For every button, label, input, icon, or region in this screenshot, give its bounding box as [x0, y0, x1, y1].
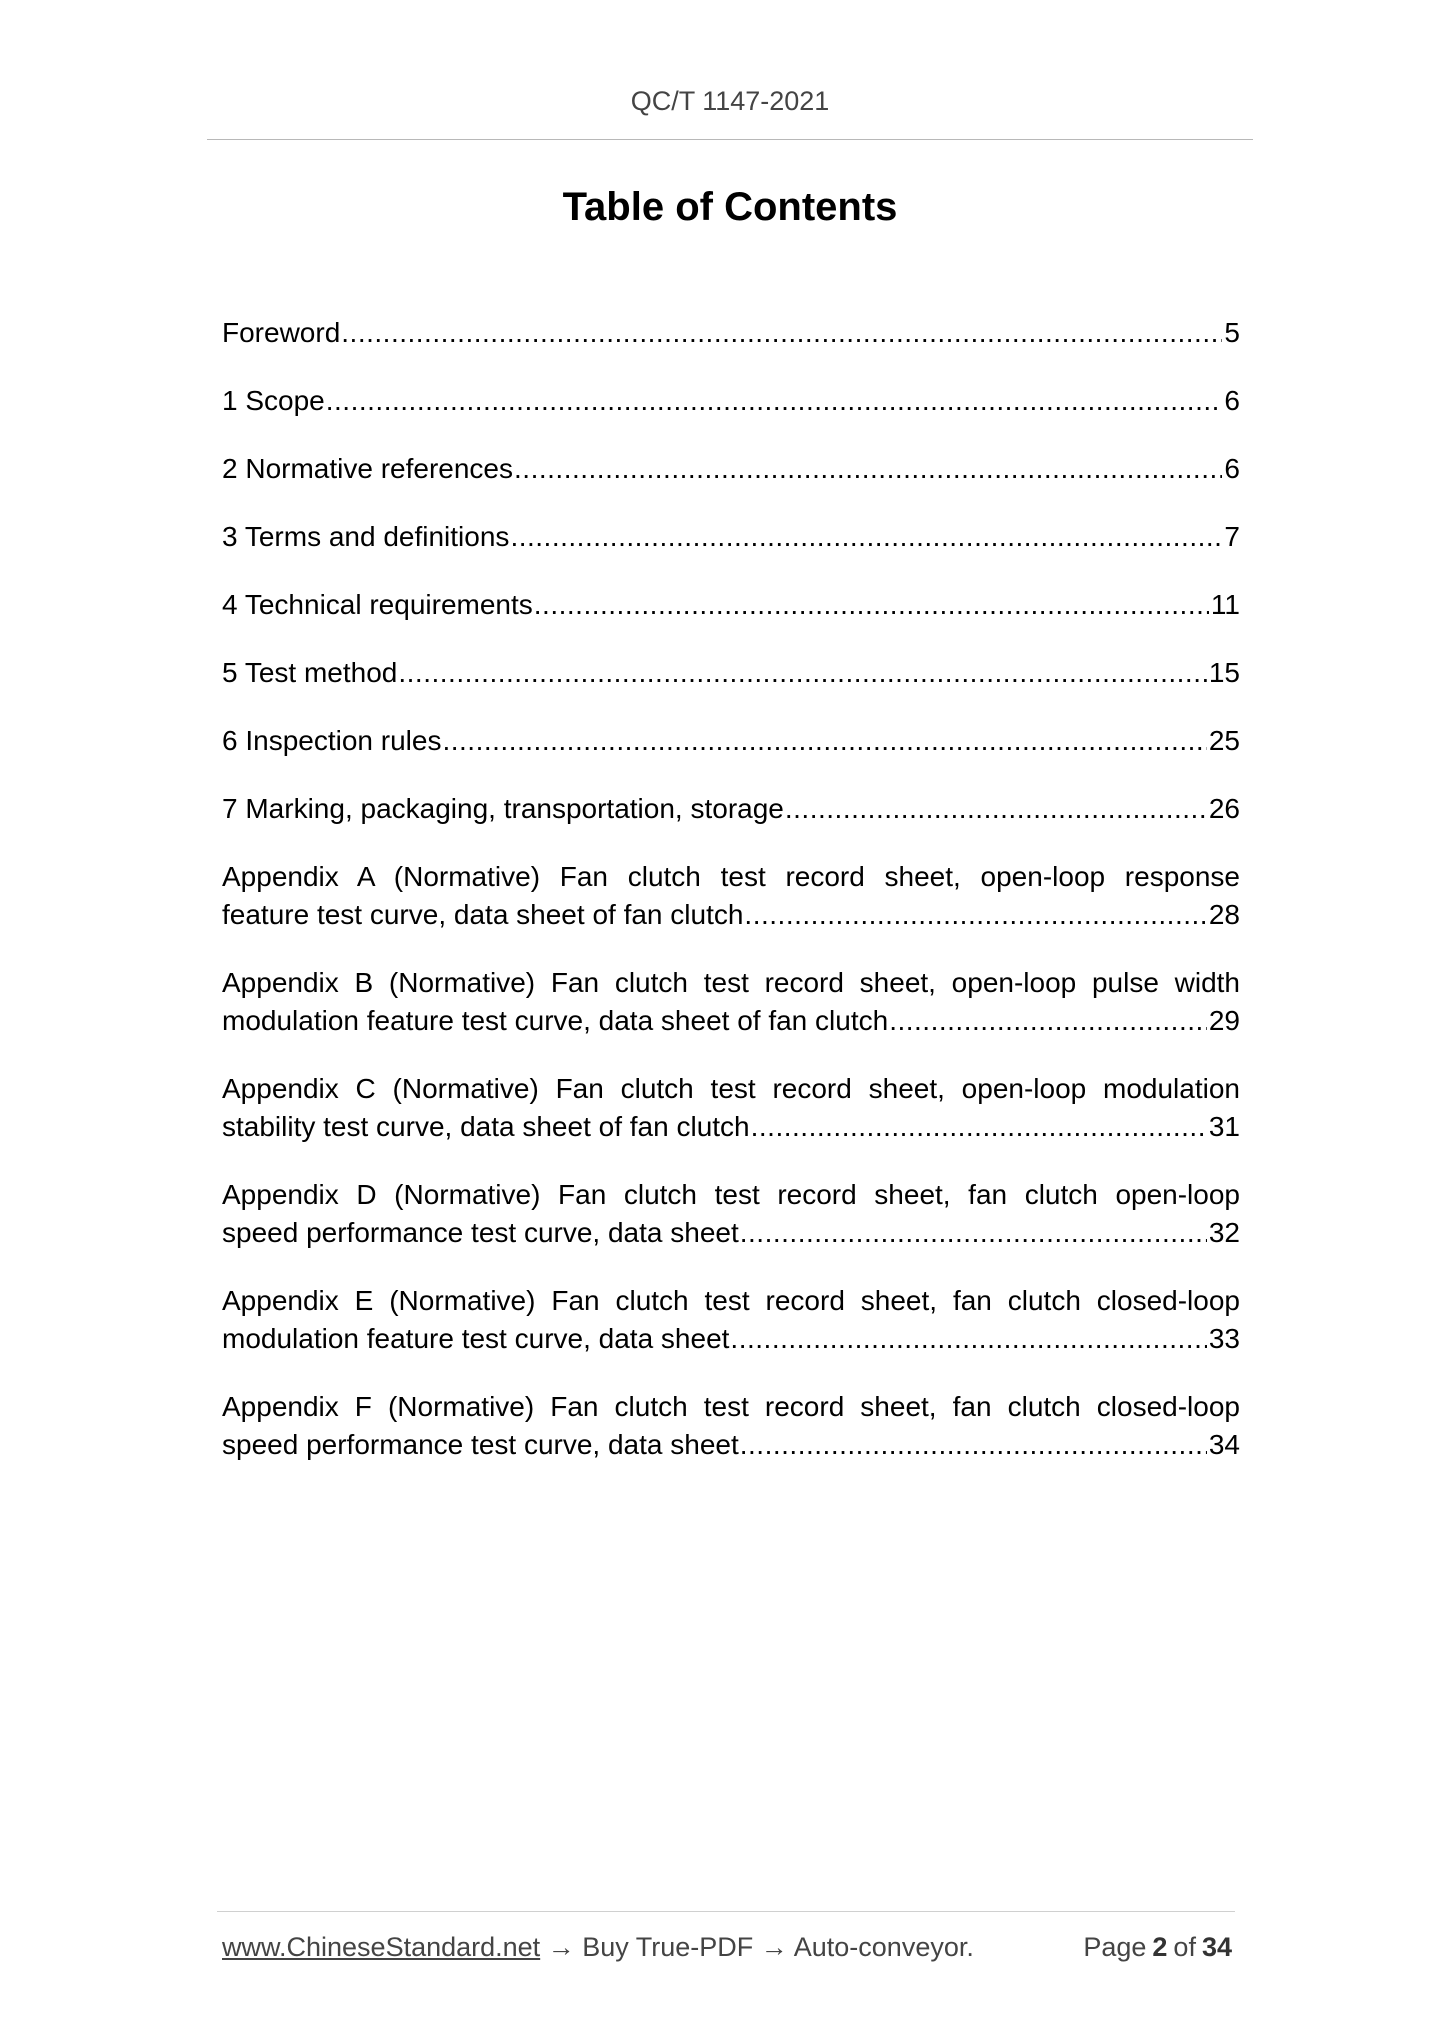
toc-entry-technical-requirements[interactable] — [222, 586, 1240, 624]
toc-page-number: 25 — [1208, 725, 1240, 756]
toc-page-number: 34 — [1208, 1429, 1240, 1460]
toc-entry-appendix-f[interactable] — [222, 1388, 1240, 1464]
toc-entry-title: 3 Terms and definitions — [222, 521, 510, 552]
toc-entry-title-line1: Appendix A (Normative) Fan clutch test record sheet, open-loop response — [222, 861, 1240, 892]
toc-entry-title: 5 Test method — [222, 657, 398, 688]
page-current: 2 — [1152, 1932, 1168, 1962]
page-footer — [222, 1932, 1232, 1963]
toc-page-number: 5 — [1224, 317, 1240, 348]
toc-leader-dots — [888, 1002, 1207, 1040]
toc-entry-appendix-b[interactable] — [222, 964, 1240, 1040]
table-of-contents — [222, 314, 1240, 1494]
toc-leader-dots — [743, 896, 1206, 934]
toc-page-number: 32 — [1208, 1217, 1240, 1248]
toc-entry-test-method[interactable] — [222, 654, 1240, 692]
toc-leader-dots — [509, 518, 1222, 556]
toc-entry-title-line1: Appendix C (Normative) Fan clutch test record sheet, open-loop modulation — [222, 1073, 1240, 1104]
toc-entry-title: 1 Scope — [222, 385, 325, 416]
toc-entry-title-line2: feature test curve, data sheet of fan clutch — [222, 899, 744, 930]
toc-leader-dots — [784, 790, 1207, 828]
toc-entry-title: 7 Marking, packaging, transportation, storage — [222, 793, 784, 824]
toc-leader-dots — [325, 382, 1223, 420]
toc-page-number: 6 — [1224, 385, 1240, 416]
toc-entry-title-line2: modulation feature test curve, data sheet of fan clutch — [222, 1005, 889, 1036]
header-divider — [207, 139, 1253, 140]
toc-page-number: 26 — [1208, 793, 1240, 824]
toc-entry-scope[interactable] — [222, 382, 1240, 420]
toc-leader-dots — [739, 1426, 1207, 1464]
toc-entry-title-line2: speed performance test curve, data sheet — [222, 1429, 739, 1460]
toc-entry-appendix-a[interactable] — [222, 858, 1240, 934]
toc-entry-foreword[interactable] — [222, 314, 1240, 352]
toc-entry-title-line1: Appendix D (Normative) Fan clutch test record sheet, fan clutch open-loop — [222, 1179, 1240, 1210]
toc-leader-dots — [513, 450, 1222, 488]
toc-entry-title: Foreword — [222, 317, 341, 348]
toc-entry-title: 4 Technical requirements — [222, 589, 533, 620]
toc-entry-title: 2 Normative references — [222, 453, 514, 484]
toc-page-number: 31 — [1208, 1111, 1240, 1142]
toc-page-number: 28 — [1208, 899, 1240, 930]
document-code-header: QC/T 1147-2021 — [630, 86, 830, 116]
toc-entry-title-line2: stability test curve, data sheet of fan clutch — [222, 1111, 750, 1142]
footer-tagline: → Buy True-PDF → Auto-conveyor. — [540, 1932, 974, 1962]
toc-entry-appendix-d[interactable] — [222, 1176, 1240, 1252]
footer-left — [222, 1932, 974, 1963]
page-total: 34 — [1201, 1932, 1232, 1962]
toc-entry-appendix-c[interactable] — [222, 1070, 1240, 1146]
website-link[interactable]: www.ChineseStandard.net — [222, 1932, 541, 1962]
toc-leader-dots — [397, 654, 1206, 692]
toc-leader-dots — [533, 586, 1209, 624]
toc-leader-dots — [340, 314, 1222, 352]
toc-page-number: 6 — [1224, 453, 1240, 484]
toc-entry-title-line2: modulation feature test curve, data sheet — [222, 1323, 730, 1354]
toc-entry-appendix-e[interactable] — [222, 1282, 1240, 1358]
toc-page-number: 15 — [1208, 657, 1240, 688]
toc-leader-dots — [739, 1214, 1207, 1252]
toc-leader-dots — [441, 722, 1206, 760]
toc-page-number: 29 — [1208, 1005, 1240, 1036]
toc-page-number: 33 — [1208, 1323, 1240, 1354]
toc-entry-title-line2: speed performance test curve, data sheet — [222, 1217, 739, 1248]
toc-page-number: 11 — [1210, 589, 1240, 620]
toc-entry-terms-definitions[interactable] — [222, 518, 1240, 556]
toc-leader-dots — [750, 1108, 1207, 1146]
toc-leader-dots — [729, 1320, 1206, 1358]
page-label: Page — [1083, 1932, 1147, 1962]
toc-entry-title-line1: Appendix F (Normative) Fan clutch test record sheet, fan clutch closed-loop — [222, 1391, 1240, 1422]
footer-divider — [217, 1911, 1235, 1912]
toc-page-number: 7 — [1224, 521, 1240, 552]
page-of-label: of — [1173, 1932, 1196, 1962]
toc-entry-title-line1: Appendix E (Normative) Fan clutch test record sheet, fan clutch closed-loop — [222, 1285, 1240, 1316]
toc-entry-normative-references[interactable] — [222, 450, 1240, 488]
page-indicator — [1077, 1932, 1232, 1963]
page-title: Table of Contents — [562, 185, 898, 229]
toc-entry-inspection-rules[interactable] — [222, 722, 1240, 760]
toc-entry-title-line1: Appendix B (Normative) Fan clutch test record sheet, open-loop pulse width — [222, 967, 1240, 998]
toc-entry-marking-packaging[interactable] — [222, 790, 1240, 828]
toc-entry-title: 6 Inspection rules — [222, 725, 442, 756]
